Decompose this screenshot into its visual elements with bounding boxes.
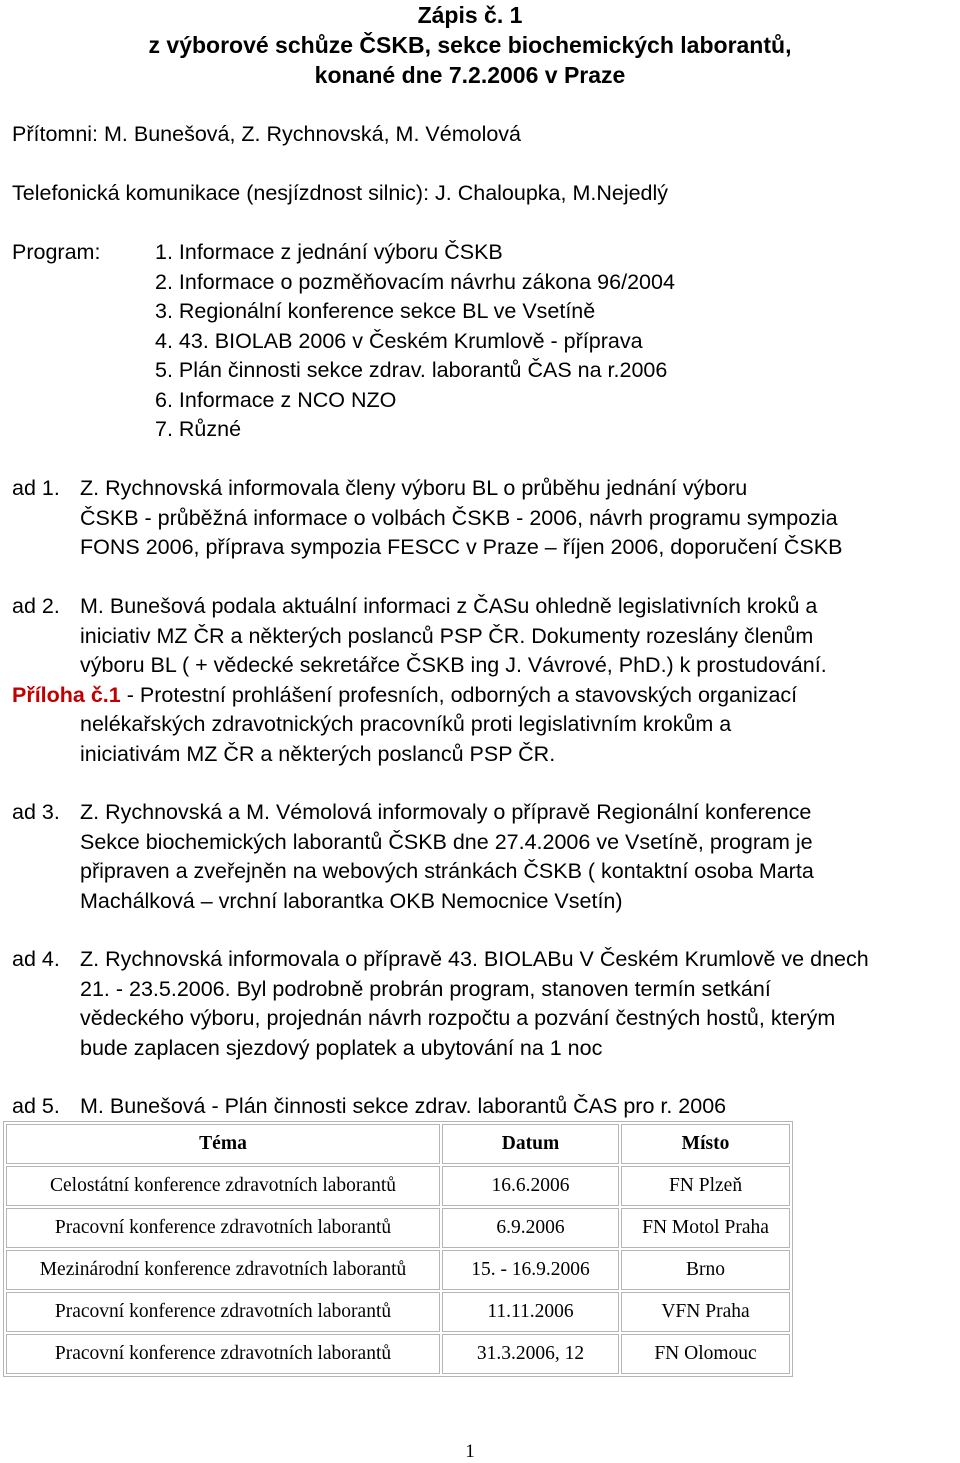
ad4-text-line: 21. - 23.5.2006. Byl podrobně probrán program, stanoven termín setkání xyxy=(80,976,771,1001)
cell-topic: Mezinárodní konference zdravotních laborantů xyxy=(6,1250,440,1290)
cell-place: FN Motol Praha xyxy=(621,1208,790,1248)
ad2-text-line: iniciativ MZ ČR a některých poslanců PSP ČR. Dokumenty rozeslány členům xyxy=(80,623,814,648)
program-item: 2. Informace o pozměňovacím návrhu zákona 96/2004 xyxy=(155,269,675,294)
attendees-phone: Telefonická komunikace (nesjízdnost silnic): J. Chaloupka, M.Nejedlý xyxy=(12,181,669,205)
ad2-text-line: M. Bunešová podala aktuální informaci z ČASu ohledně legislativních kroků a xyxy=(80,594,818,618)
ad1-text-line: ČSKB - průběžná informace o volbách ČSKB - 2006, návrh programu sympozia xyxy=(80,505,838,530)
cell-place: VFN Praha xyxy=(621,1292,790,1332)
cell-topic: Celostátní konference zdravotních laborantů xyxy=(6,1166,440,1206)
cell-place: FN Plzeň xyxy=(621,1166,790,1206)
document-date-line: konané dne 7.2.2006 v Praze xyxy=(314,62,626,88)
ad1-text-line: FONS 2006, příprava sympozia FESCC v Praze – říjen 2006, doporučení ČSKB xyxy=(80,535,843,559)
program-item: 4. 43. BIOLAB 2006 v Českém Krumlově - příprava xyxy=(155,328,643,353)
ad3-text-line: Sekce biochemických laborantů ČSKB dne 27.4.2006 ve Vsetíně, program je xyxy=(80,829,813,854)
cell-date: 16.6.2006 xyxy=(442,1166,619,1206)
cell-topic: Pracovní konference zdravotních laborantů xyxy=(6,1334,440,1374)
ad4-text-line: Z. Rychnovská informovala o přípravě 43. BIOLABu V Českém Krumlově ve dnech xyxy=(80,947,869,971)
cell-date: 6.9.2006 xyxy=(442,1208,619,1248)
ad3-text-line: připraven a zveřejněn na webových stránkách ČSKB ( kontaktní osoba Marta xyxy=(80,859,814,883)
ad2-label: ad 2. xyxy=(12,594,60,618)
attendees-present: Přítomni: M. Bunešová, Z. Rychnovská, M. Vémolová xyxy=(12,122,522,146)
column-header-topic: Téma xyxy=(6,1124,440,1164)
cell-place: FN Olomouc xyxy=(621,1334,790,1374)
table-header-row xyxy=(6,1124,790,1164)
table-row xyxy=(6,1208,790,1248)
ad1-label: ad 1. xyxy=(12,476,60,500)
program-item: 5. Plán činnosti sekce zdrav. laborantů ČAS na r.2006 xyxy=(155,358,668,382)
attachment-label: Příloha č.1 xyxy=(12,682,121,707)
ad3-text-line: Machálková – vrchní laborantka OKB Nemocnice Vsetín) xyxy=(80,888,623,913)
program-item: 6. Informace z NCO NZO xyxy=(155,387,397,412)
ad2-text-line: výboru BL ( + vědecké sekretářce ČSKB ing J. Vávrové, PhD.) k prostudování. xyxy=(80,653,827,677)
ad2-attachment-line: iniciativám MZ ČR a některých poslanců PSP ČR. xyxy=(80,741,556,766)
ad5-label: ad 5. xyxy=(12,1094,60,1118)
ad4-text-line: vědeckého výboru, projednán návrh rozpočtu a pozvání čestných hostů, kterým xyxy=(80,1006,836,1030)
ad2-attachment-line xyxy=(12,681,797,711)
column-header-place: Místo xyxy=(621,1124,790,1164)
program-item: 1. Informace z jednání výboru ČSKB xyxy=(155,240,503,264)
program-label: Program: xyxy=(12,240,101,264)
ad2-attachment-line: nelékařských zdravotnických pracovníků proti legislativním krokům a xyxy=(80,712,732,736)
document-title: Zápis č. 1 xyxy=(417,2,523,28)
cell-topic: Pracovní konference zdravotních laborantů xyxy=(6,1292,440,1332)
ad4-label: ad 4. xyxy=(12,947,60,971)
ad1-text-line: Z. Rychnovská informovala členy výboru BL o průběhu jednání výboru xyxy=(80,476,748,500)
table-row xyxy=(6,1166,790,1206)
table-row xyxy=(6,1292,790,1332)
document-subtitle: z výborové schůze ČSKB, sekce biochemických laborantů, xyxy=(148,32,792,58)
ad3-label: ad 3. xyxy=(12,800,60,824)
activity-plan-table xyxy=(3,1121,793,1377)
table-row xyxy=(6,1334,790,1374)
ad5-text: M. Bunešová - Plán činnosti sekce zdrav. laborantů ČAS pro r. 2006 xyxy=(80,1094,727,1118)
cell-date: 15. - 16.9.2006 xyxy=(442,1250,619,1290)
cell-date: 11.11.2006 xyxy=(442,1292,619,1332)
cell-topic: Pracovní konference zdravotních laborantů xyxy=(6,1208,440,1248)
page-number: 1 xyxy=(465,1441,475,1462)
ad4-text-line: bude zaplacen sjezdový poplatek a ubytování na 1 noc xyxy=(80,1035,603,1060)
column-header-date: Datum xyxy=(442,1124,619,1164)
cell-date: 31.3.2006, 12 xyxy=(442,1334,619,1374)
program-item: 3. Regionální konference sekce BL ve Vsetíně xyxy=(155,299,596,323)
table-row xyxy=(6,1250,790,1290)
cell-place: Brno xyxy=(621,1250,790,1290)
ad3-text-line: Z. Rychnovská a M. Vémolová informovaly o přípravě Regionální konference xyxy=(80,800,812,824)
attachment-text: - Protestní prohlášení profesních, odborných a stavovských organizací xyxy=(120,682,798,707)
program-item: 7. Různé xyxy=(155,417,242,441)
